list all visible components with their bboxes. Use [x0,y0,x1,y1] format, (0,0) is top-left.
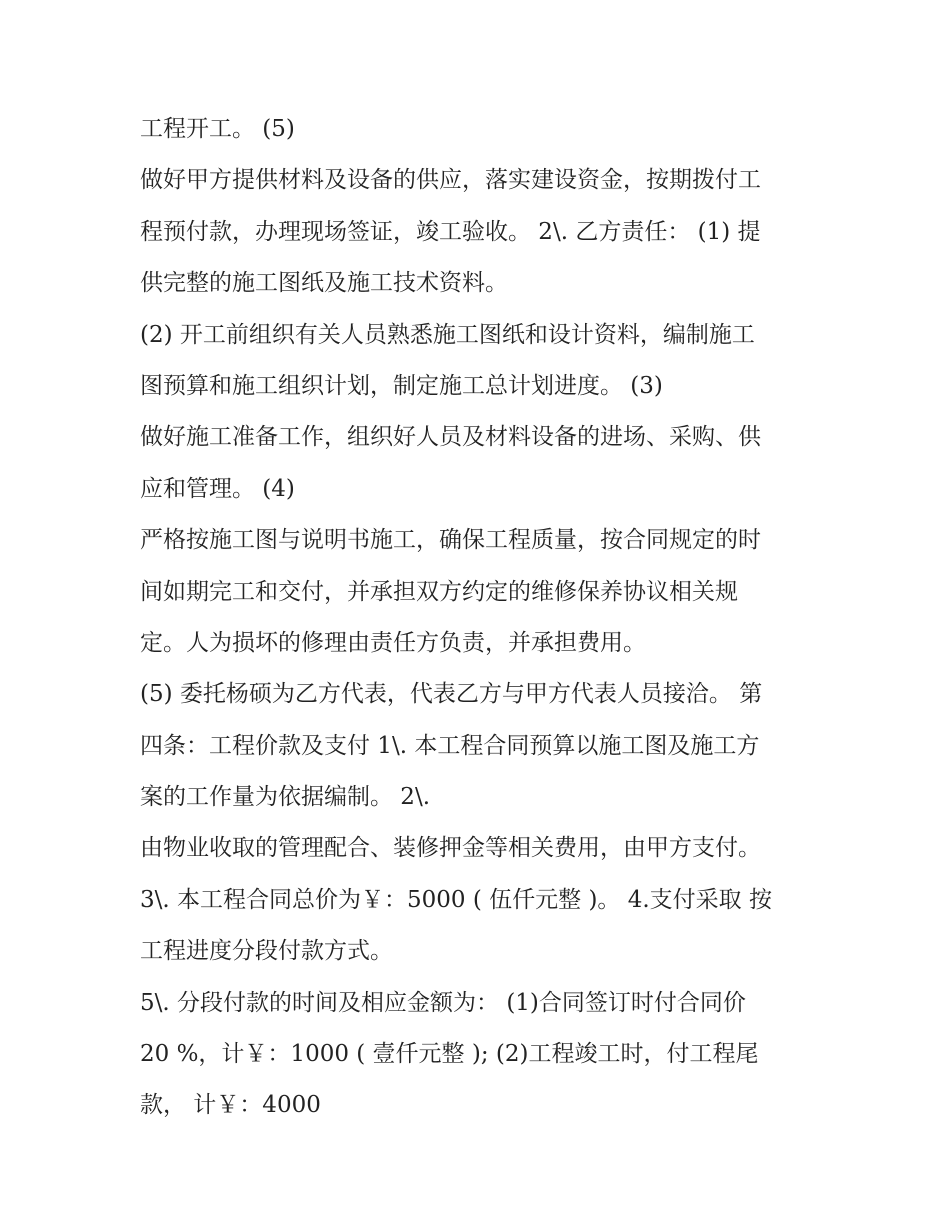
text-line: 严格按施工图与说明书施工，确保工程质量，按合同规定的时 [140,527,761,554]
text-line: 做好甲方提供材料及设备的供应，落实建设资金，按期拨付工 [140,167,761,194]
text-line: 应和管理。 (4) [140,475,295,502]
text-line: 供完整的施工图纸及施工技术资料。 [140,270,508,297]
text-line: 3\. 本工程合同总价为￥：5000 ( 伍仟元整 )。 4.支付采取 按 [140,886,772,913]
text-line: 工程进度分段付款方式。 [140,938,393,965]
text-line: 款， 计￥：4000 [140,1092,321,1119]
text-line: 间如期完工和交付，并承担双方约定的维修保养协议相关规 [140,578,738,605]
text-line: 定。人为损坏的修理由责任方负责，并承担费用。 [140,629,646,656]
text-line: 20 %，计￥：1000 ( 壹仟元整 ); (2)工程竣工时，付工程尾 [140,1041,759,1068]
text-line: 由物业收取的管理配合、装修押金等相关费用，由甲方支付。 [140,835,761,862]
text-line: 案的工作量为依据编制。 2\. [140,784,431,811]
text-line: 工程开工。 (5) [140,116,295,142]
text-line: (2) 开工前组织有关人员熟悉施工图纸和设计资料，编制施工 [140,321,755,348]
text-line: 做好施工准备工作，组织好人员及材料设备的进场、采购、供 [140,424,761,451]
text-line: (5) 委托杨硕为乙方代表，代表乙方与甲方代表人员接洽。 第 [140,681,763,708]
text-line: 图预算和施工组织计划，制定施工总计划进度。 (3) [140,372,663,399]
text-line: 四条：工程价款及支付 1\. 本工程合同预算以施工图及施工方 [140,732,760,759]
text-line: 5\. 分段付款的时间及相应金额为： (1)合同签订时付合同价 [140,989,746,1016]
document-body [140,104,830,1132]
text-line: 程预付款，办理现场签证，竣工验收。 2\. 乙方责任： (1) 提 [140,218,761,245]
